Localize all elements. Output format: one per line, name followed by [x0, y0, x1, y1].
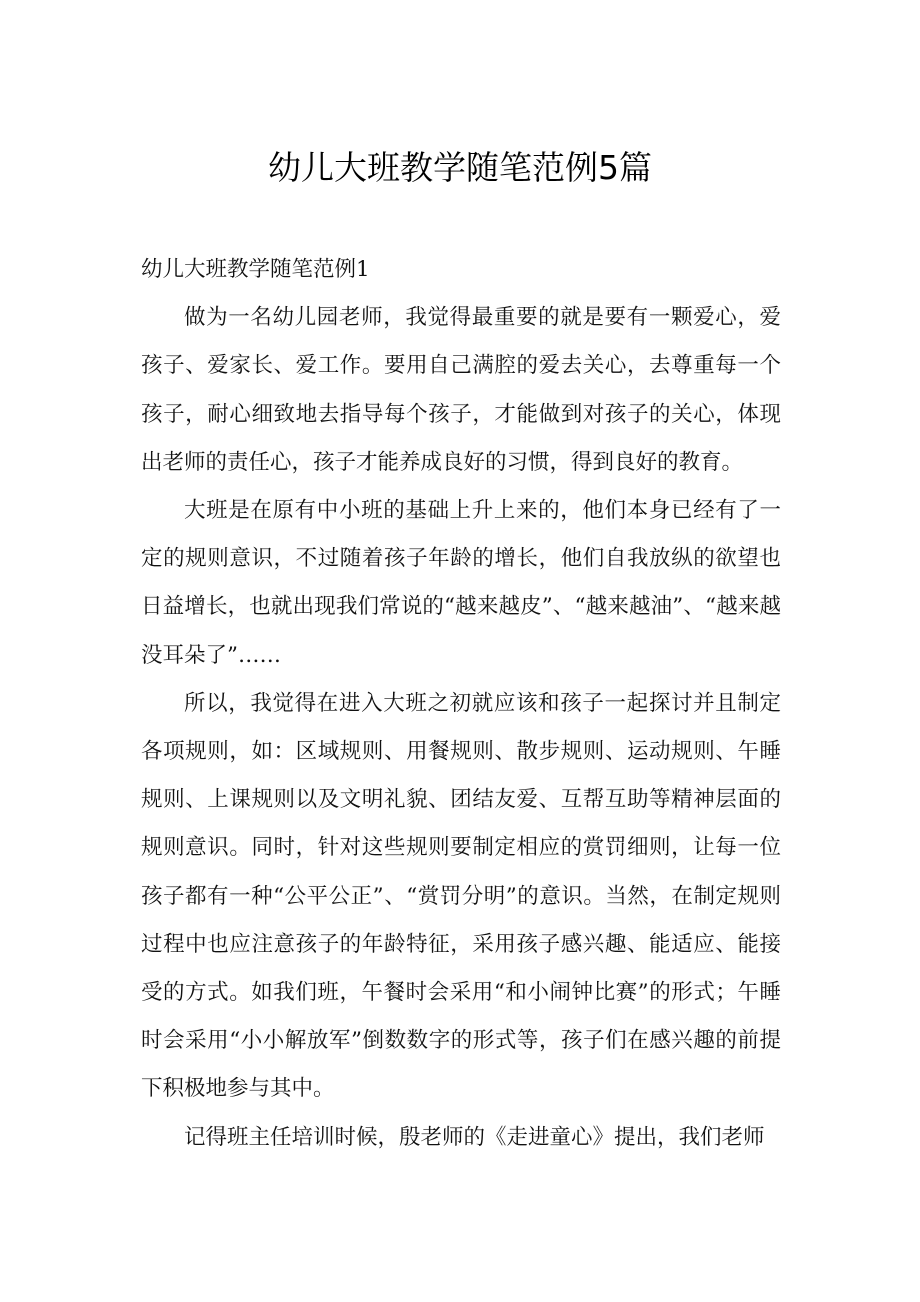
- section-heading: 幼儿大班教学随笔范例1: [141, 257, 370, 282]
- paragraph: 所以，我觉得在进入大班之初就应该和孩子一起探讨并且制定各项规则，如：区域规则、用餐规则、散步规则、运动规则、午睡规则、上课规则以及文明礼貌、团结友爱、互帮互助等精神层面的规则意识。同时，针对这些规则要制定相应的赏罚细则，让每一位孩子都有一种“公平公正”、“赏罚分明”的意识。当然，在制定规则过程中也应注意孩子的年龄特征，采用孩子感兴趣、能适应、能接受的方式。如我们班，午餐时会采用“和小闹钟比赛”的形式；午睡时会采用“小小解放军”倒数数字的形式等，孩子们在感兴趣的前提下积极地参与其中。: [141, 690, 781, 1102]
- paragraph: 记得班主任培训时候，殷老师的《走进童心》提出，我们老师: [184, 1124, 765, 1150]
- document-title: 幼儿大班教学随笔范例5篇: [268, 148, 652, 187]
- paragraph: 大班是在原有中小班的基础上升上来的，他们本身已经有了一定的规则意识，不过随着孩子年龄的增长，他们自我放纵的欲望也日益增长，也就出现我们常说的“越来越皮”、“越来越油”、“越来越没耳朵了”……: [141, 498, 781, 668]
- document-body: [141, 246, 781, 1162]
- paragraph: 做为一名幼儿园老师，我觉得最重要的就是要有一颗爱心，爱孩子、爱家长、爱工作。要用自己满腔的爱去关心，去尊重每一个孩子，耐心细致地去指导每个孩子，才能做到对孩子的关心，体现出老师的责任心，孩子才能养成良好的习惯，得到良好的教育。: [141, 305, 781, 475]
